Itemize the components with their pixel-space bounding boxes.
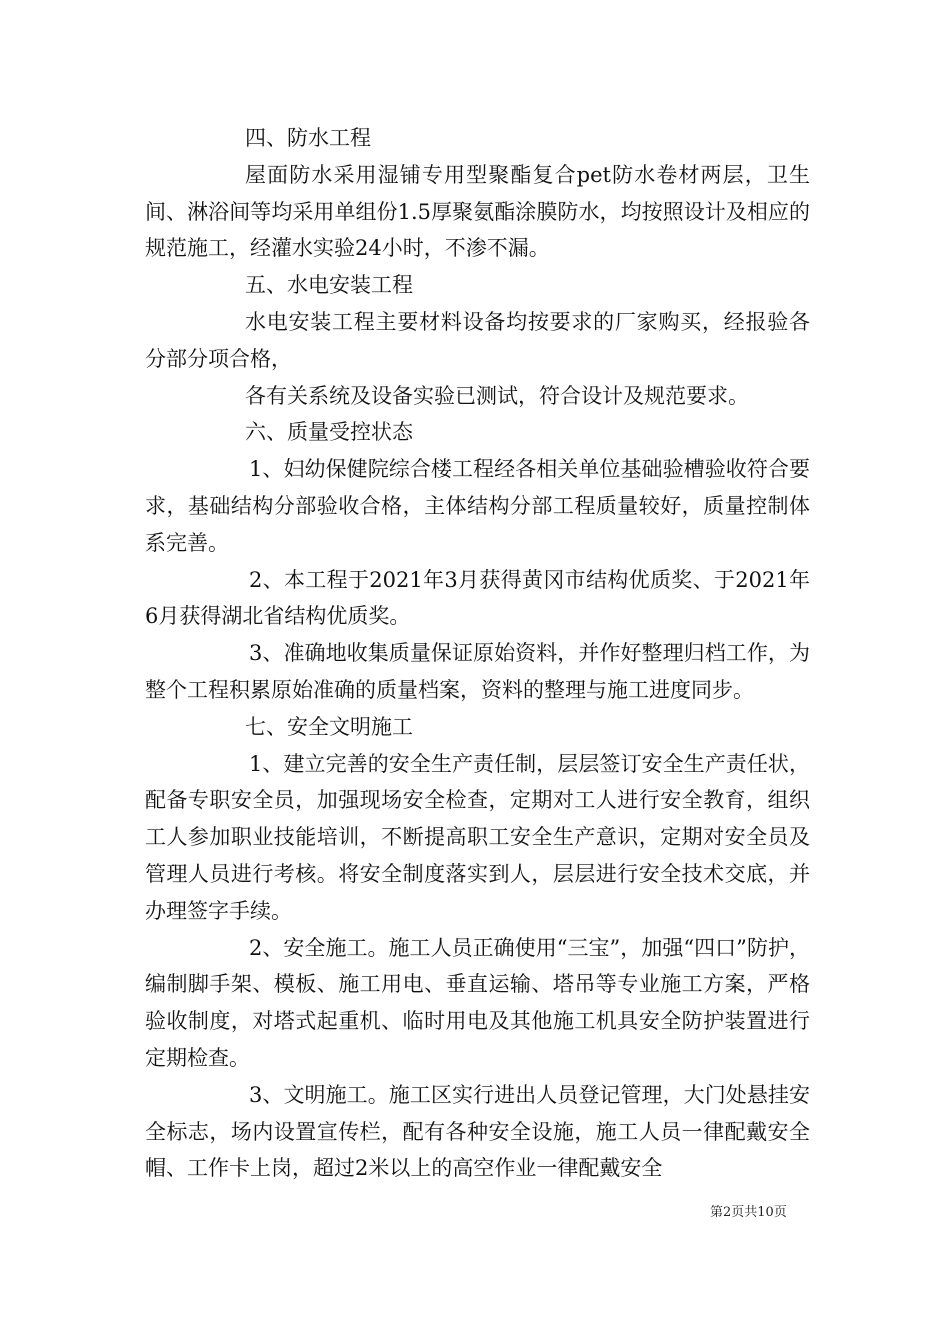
paragraph-quality-item-1: 1、妇幼保健院综合楼工程经各相关单位基础验槽验收符合要求，基础结构分部验收合格，主体结构分部工程质量较好，质量控制体系完善。 <box>145 457 810 555</box>
section-heading-plumbing-electrical: 五、水电安装工程 <box>245 273 413 298</box>
paragraph-plumbing-testing: 各有关系统及设备实验已测试，符合设计及规范要求。 <box>245 383 749 408</box>
paragraph-quality-item-2: 2、本工程于2021年3月获得黄冈市结构优质奖、于2021年6月获得湖北省结构优质奖。 <box>145 567 810 629</box>
section-heading-quality-control: 六、质量受控状态 <box>245 420 413 445</box>
paragraph-plumbing-materials: 水电安装工程主要材料设备均按要求的厂家购买，经报验各分部分项合格， <box>145 309 810 371</box>
paragraph-safety-item-3: 3、文明施工。施工区实行进出人员登记管理，大门处悬挂安全标志，场内设置宣传栏，配有各种安全设施，施工人员一律配戴安全帽、工作卡上岗，超过2米以上的高空作业一律配戴安全 <box>145 1082 810 1181</box>
page-number-label: 第2页共10页 <box>710 1205 787 1220</box>
paragraph-waterproofing: 屋面防水采用湿铺专用型聚酯复合pet防水卷材两层，卫生间、淋浴间等均采用单组份1.5厚聚氨酯涂膜防水，均按照设计及相应的规范施工，经灌水实验24小时，不渗不漏。 <box>145 162 810 261</box>
section-heading-waterproofing: 四、防水工程 <box>245 126 371 150</box>
paragraph-safety-item-2: 2、安全施工。施工人员正确使用“三宝”，加强“四口”防护，编制脚手架、模板、施工用电、垂直运输、塔吊等专业施工方案，严格验收制度，对塔式起重机、临时用电及其他施工机具安全防护装置进行定期检查。 <box>145 935 810 1070</box>
document-body <box>145 120 810 1187</box>
paragraph-safety-item-1: 1、建立完善的安全生产责任制，层层签订安全生产责任状，配备专职安全员，加强现场安全检查，定期对工人进行安全教育，组织工人参加职业技能培训，不断提高职工安全生产意识，定期对安全员及管理人员进行考核。将安全制度落实到人，层层进行安全技术交底，并办理签字手续。 <box>145 751 810 923</box>
paragraph-quality-item-3: 3、准确地收集质量保证原始资料，并作好整理归档工作，为整个工程积累原始准确的质量档案，资料的整理与施工进度同步。 <box>145 641 810 702</box>
section-heading-safety-civilized: 七、安全文明施工 <box>245 714 413 739</box>
